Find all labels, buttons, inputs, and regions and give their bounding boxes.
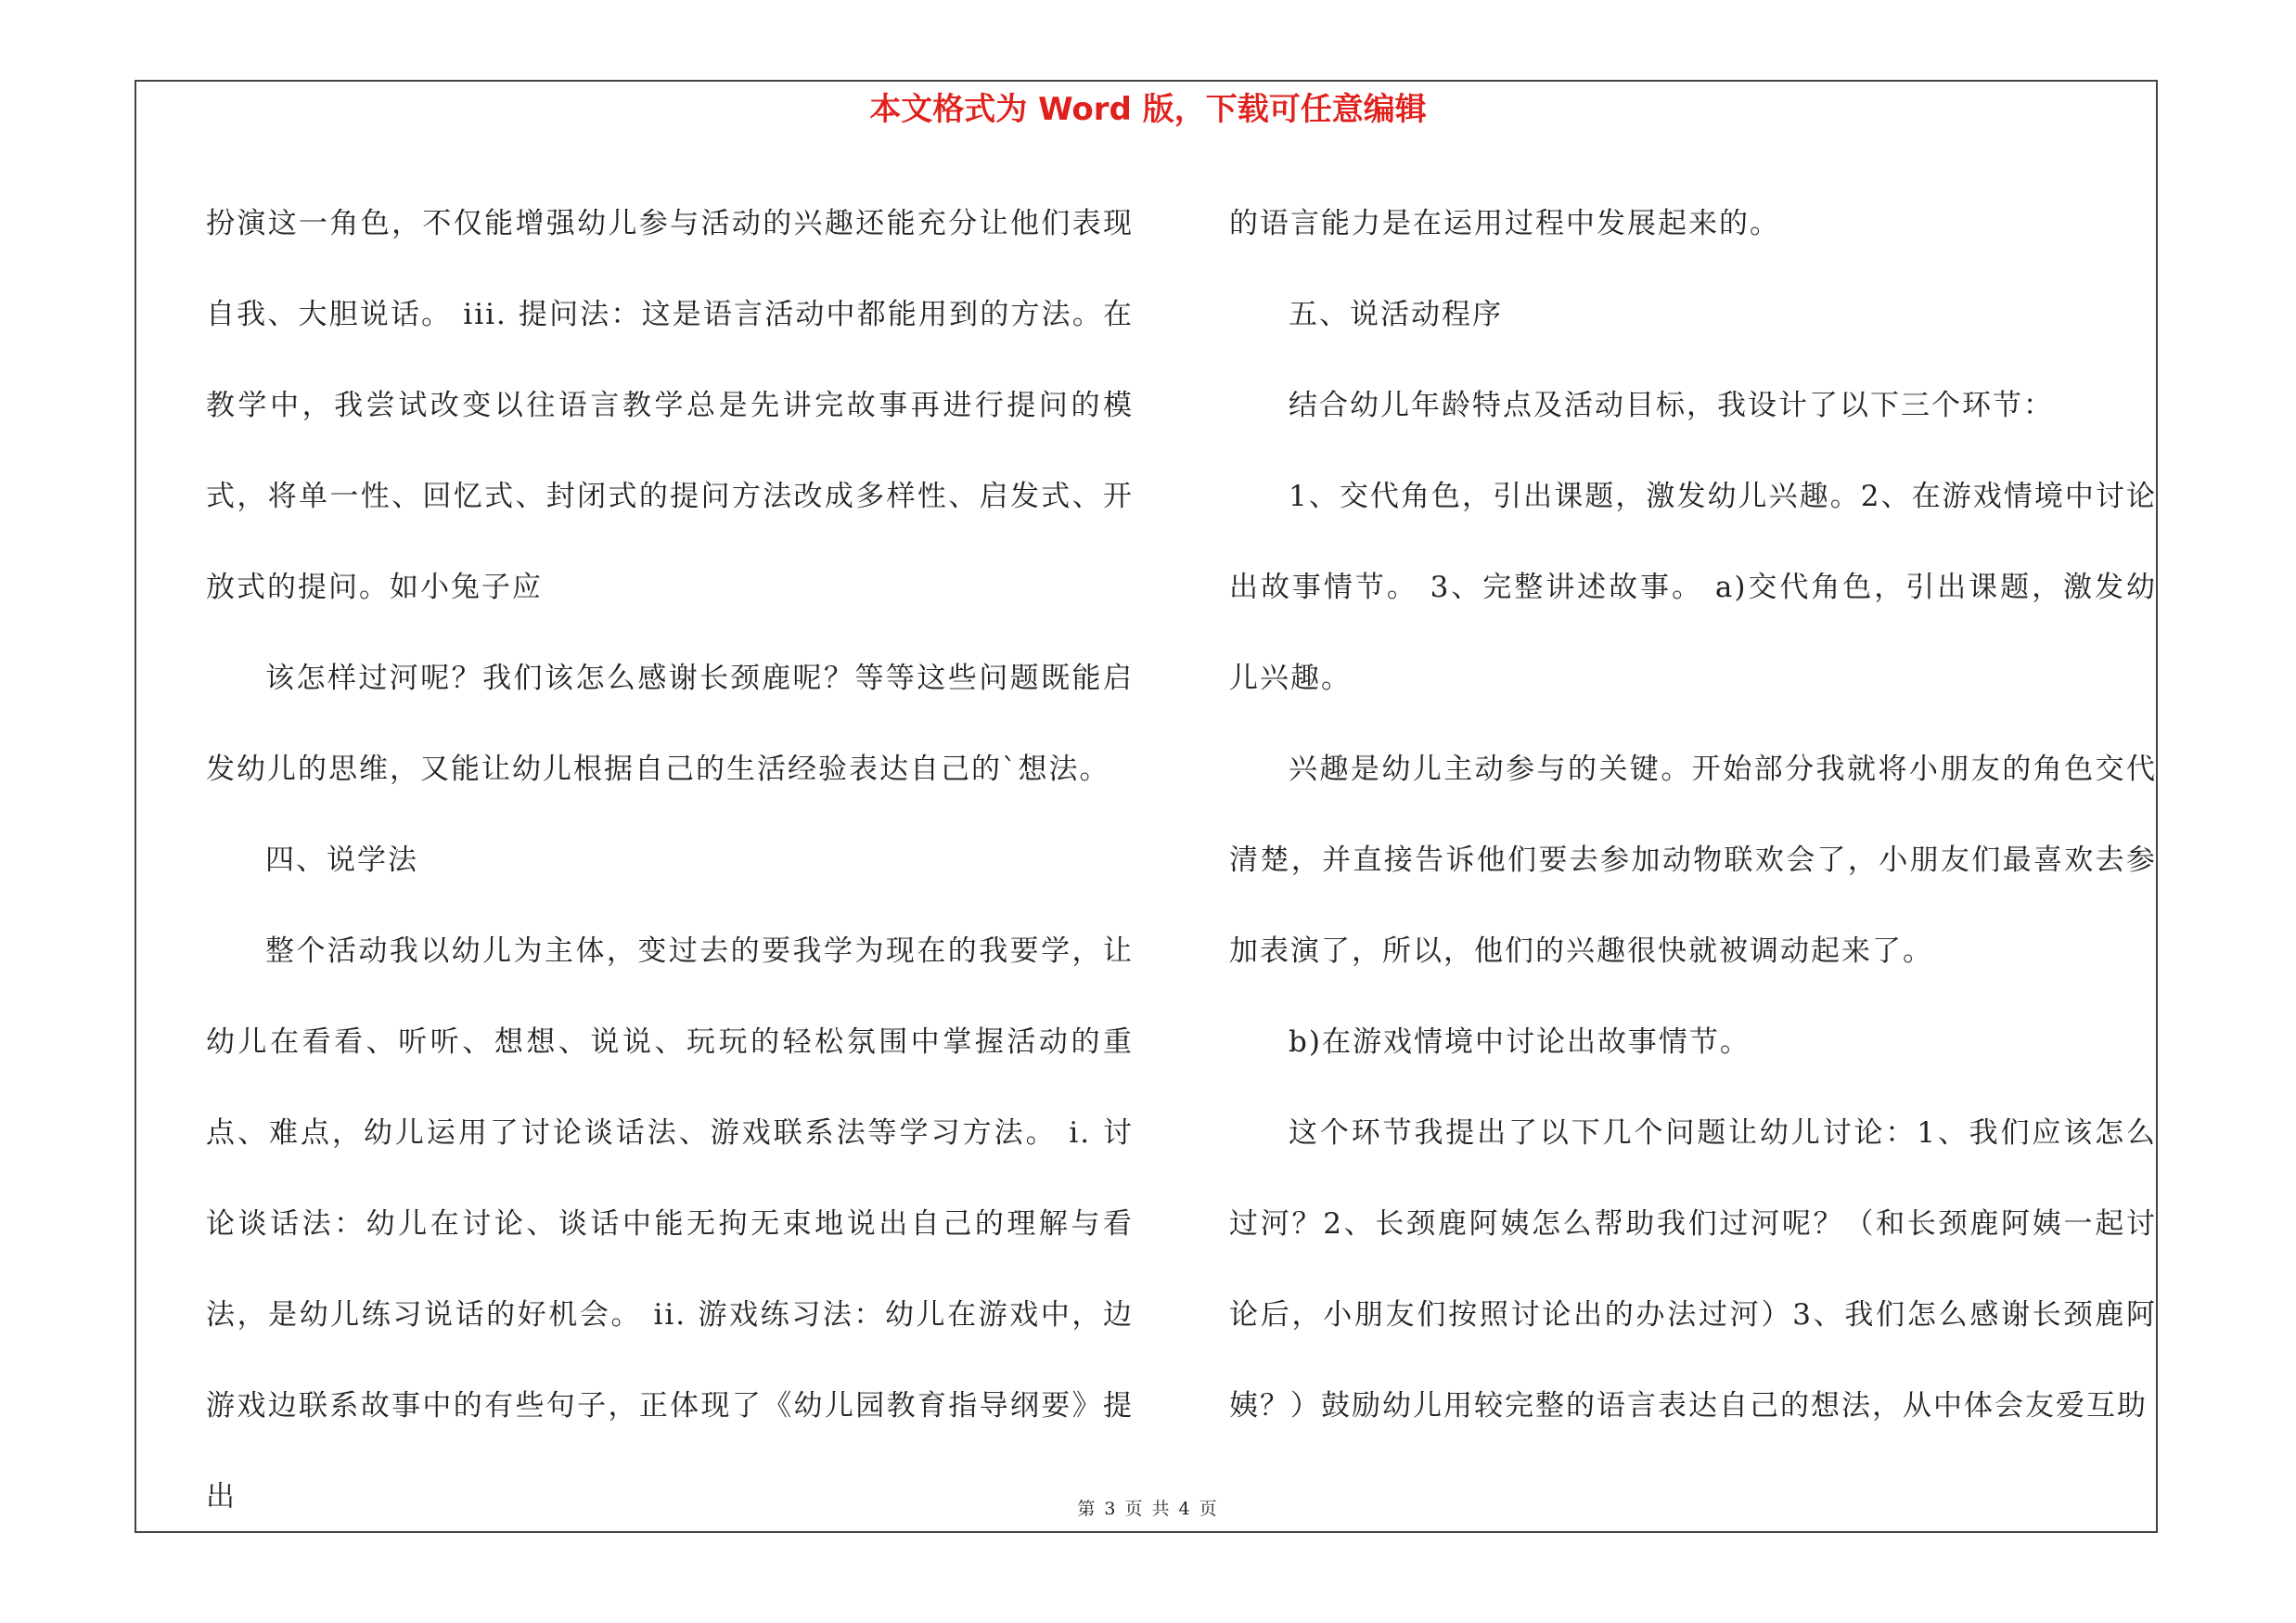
section-heading-study-method: 四、说学法: [265, 844, 418, 877]
page-number: 第 3 页 共 4 页: [1077, 1499, 1219, 1519]
format-notice-banner: 本文格式为 Word 版，下载可任意编辑: [869, 91, 1427, 128]
paragraph-right-4: 1、交代角色，引出课题，激发幼儿兴趣。2、在游戏情境中讨论出故事情节。 3、完整讲述故事。 a)交代角色，引出课题，激发幼儿兴趣。: [1229, 480, 2157, 695]
paragraph-left-2: 该怎样过河呢？我们该怎么感谢长颈鹿呢？等等这些问题既能启发幼儿的思维，又能让幼儿根据自己的生活经验表达自己的`想法。: [206, 662, 1134, 786]
paragraph-right-3: 结合幼儿年龄特点及活动目标，我设计了以下三个环节：: [1289, 389, 2054, 422]
paragraph-right-1: 的语言能力是在运用过程中发展起来的。: [1229, 207, 1780, 240]
paragraph-left-4: 整个活动我以幼儿为主体，变过去的要我学为现在的我要学，让幼儿在看看、听听、想想、说说、玩玩的轻松氛围中掌握活动的重点、难点，幼儿运用了讨论谈话法、游戏联系法等学习方法。 i. 讨论谈话法：幼儿在讨论、谈话中能无拘无束地说出自己的理解与看法，是幼儿练习说话的好机会。 ii. 游戏练习法：幼儿在游戏中，边游戏边联系故事中的有些句子，正体现了《幼儿园教育指导纲要》提出: [206, 934, 1134, 1514]
paragraph-right-6: b)在游戏情境中讨论出故事情节。: [1289, 1025, 1751, 1059]
paragraph-left-1: 扮演这一角色，不仅能增强幼儿参与活动的兴趣还能充分让他们表现自我、大胆说话。 iii. 提问法：这是语言活动中都能用到的方法。在教学中，我尝试改变以往语言教学总是先讲完故事再进行提问的模式，将单一性、回忆式、封闭式的提问方法改成多样性、启发式、开放式的提问。如小兔子应: [206, 207, 1134, 604]
paragraph-right-5: 兴趣是幼儿主动参与的关键。开始部分我就将小朋友的角色交代清楚，并直接告诉他们要去参加动物联欢会了，小朋友们最喜欢去参加表演了，所以，他们的兴趣很快就被调动起来了。: [1229, 753, 2157, 968]
right-text-column: [1229, 178, 2157, 1451]
paragraph-right-7: 这个环节我提出了以下几个问题让幼儿讨论：1、我们应该怎么过河？2、长颈鹿阿姨怎么帮助我们过河呢？（和长颈鹿阿姨一起讨论后，小朋友们按照讨论出的办法过河）3、我们怎么感谢长颈鹿阿姨？）鼓励幼儿用较完整的语言表达自己的想法，从中体会友爱互助: [1229, 1116, 2157, 1423]
section-heading-activity-procedure: 五、说活动程序: [1289, 298, 1503, 331]
left-text-column: [206, 178, 1134, 1542]
